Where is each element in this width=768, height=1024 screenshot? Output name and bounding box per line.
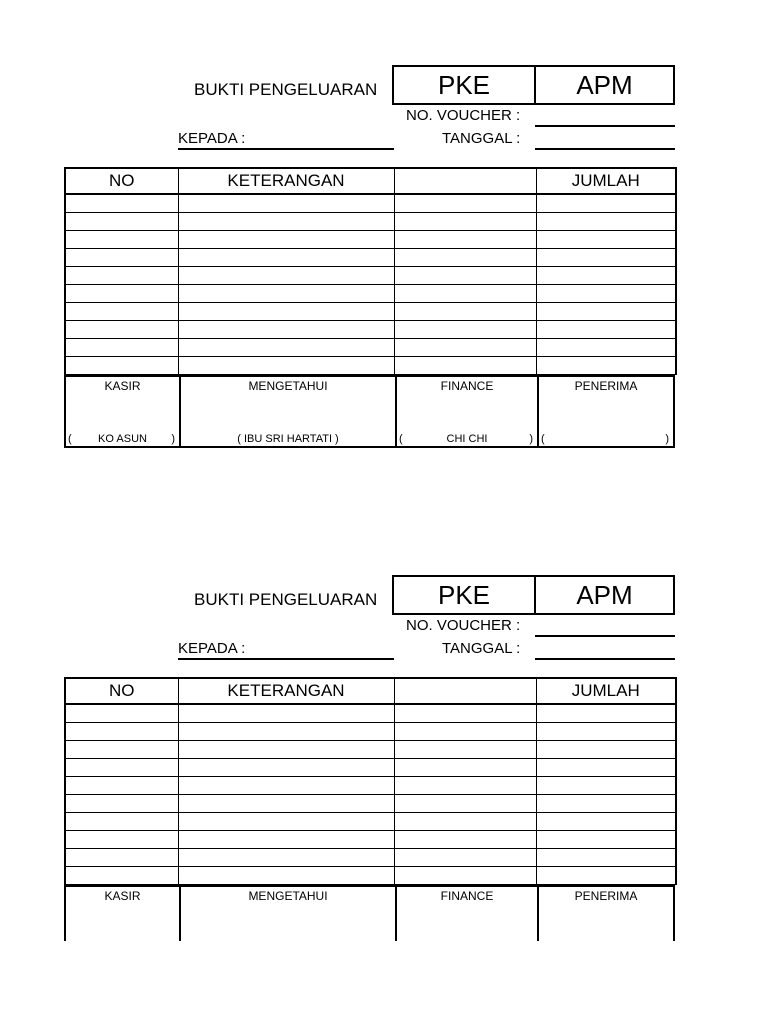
signature-title: FINANCE bbox=[440, 379, 494, 393]
cell[interactable] bbox=[394, 777, 536, 795]
cell[interactable] bbox=[178, 741, 394, 759]
cell[interactable] bbox=[178, 831, 394, 849]
code-box-apm: APM bbox=[534, 65, 675, 105]
table-row bbox=[65, 339, 676, 357]
cell[interactable] bbox=[65, 321, 178, 339]
signature-section bbox=[64, 375, 675, 448]
cell[interactable] bbox=[65, 249, 178, 267]
cell[interactable] bbox=[178, 231, 394, 249]
date-label: TANGGAL : bbox=[442, 640, 521, 657]
cell[interactable] bbox=[178, 285, 394, 303]
cell[interactable] bbox=[536, 303, 676, 321]
cell[interactable] bbox=[178, 303, 394, 321]
cell[interactable] bbox=[178, 213, 394, 231]
cell[interactable] bbox=[394, 194, 536, 213]
cell[interactable] bbox=[65, 741, 178, 759]
signature-penerima bbox=[537, 377, 673, 446]
cell[interactable] bbox=[178, 849, 394, 867]
cell[interactable] bbox=[394, 795, 536, 813]
signature-section bbox=[64, 885, 675, 941]
cell[interactable] bbox=[394, 249, 536, 267]
voucher-label: NO. VOUCHER : bbox=[406, 617, 521, 634]
signature-penerima bbox=[537, 887, 673, 941]
to-label: KEPADA : bbox=[178, 130, 246, 147]
open-paren: ( bbox=[541, 433, 545, 445]
table-row bbox=[65, 849, 676, 867]
table-row bbox=[65, 249, 676, 267]
to-field[interactable] bbox=[178, 658, 394, 660]
cell[interactable] bbox=[178, 704, 394, 723]
code-box-pke: PKE bbox=[392, 65, 536, 105]
cell[interactable] bbox=[178, 759, 394, 777]
cell[interactable] bbox=[394, 704, 536, 723]
cell[interactable] bbox=[536, 759, 676, 777]
table-row bbox=[65, 285, 676, 303]
table-row bbox=[65, 267, 676, 285]
table-row bbox=[65, 213, 676, 231]
signature-title: FINANCE bbox=[440, 889, 494, 903]
cell[interactable] bbox=[394, 267, 536, 285]
cell[interactable] bbox=[394, 213, 536, 231]
table-row bbox=[65, 194, 676, 213]
table-row bbox=[65, 741, 676, 759]
cell[interactable] bbox=[178, 867, 394, 885]
table-row bbox=[65, 704, 676, 723]
signature-title: MENGETAHUI bbox=[248, 889, 328, 903]
header-keterangan: KETERANGAN bbox=[178, 678, 394, 704]
date-field[interactable] bbox=[535, 658, 675, 660]
cell[interactable] bbox=[536, 741, 676, 759]
cell[interactable] bbox=[178, 813, 394, 831]
cell[interactable] bbox=[536, 357, 676, 375]
table-row bbox=[65, 321, 676, 339]
cell[interactable] bbox=[65, 759, 178, 777]
date-field[interactable] bbox=[535, 148, 675, 150]
close-paren: ) bbox=[665, 433, 669, 445]
cell[interactable] bbox=[178, 321, 394, 339]
cell[interactable] bbox=[536, 231, 676, 249]
cell[interactable] bbox=[394, 303, 536, 321]
cell[interactable] bbox=[394, 285, 536, 303]
signature-name: KO ASUN bbox=[98, 433, 147, 445]
signature-name: CHI CHI bbox=[446, 433, 488, 445]
table-row bbox=[65, 813, 676, 831]
cell[interactable] bbox=[65, 231, 178, 249]
table-row bbox=[65, 231, 676, 249]
cell[interactable] bbox=[536, 267, 676, 285]
cell[interactable] bbox=[65, 849, 178, 867]
cell[interactable] bbox=[178, 795, 394, 813]
cell[interactable] bbox=[536, 213, 676, 231]
cell[interactable] bbox=[394, 357, 536, 375]
cell[interactable] bbox=[178, 339, 394, 357]
header-no: NO bbox=[65, 678, 178, 704]
cell[interactable] bbox=[536, 339, 676, 357]
cell[interactable] bbox=[536, 249, 676, 267]
cell[interactable] bbox=[65, 813, 178, 831]
voucher-field[interactable] bbox=[535, 635, 675, 637]
cell[interactable] bbox=[394, 849, 536, 867]
cell[interactable] bbox=[178, 267, 394, 285]
close-paren: ) bbox=[529, 433, 533, 445]
signature-kasir bbox=[66, 887, 179, 941]
table-row bbox=[65, 303, 676, 321]
cell[interactable] bbox=[65, 777, 178, 795]
cell[interactable] bbox=[65, 723, 178, 741]
signature-mengetahui bbox=[179, 887, 395, 941]
header-jumlah: JUMLAH bbox=[536, 168, 676, 194]
cell[interactable] bbox=[394, 867, 536, 885]
cell[interactable] bbox=[65, 267, 178, 285]
cell[interactable] bbox=[65, 213, 178, 231]
header-keterangan: KETERANGAN bbox=[178, 168, 394, 194]
signature-kasir bbox=[66, 377, 179, 446]
cell[interactable] bbox=[394, 321, 536, 339]
close-paren: ) bbox=[171, 433, 175, 445]
cell[interactable] bbox=[394, 723, 536, 741]
cell[interactable] bbox=[394, 339, 536, 357]
cell[interactable] bbox=[65, 339, 178, 357]
signature-title: KASIR bbox=[104, 379, 141, 393]
cell[interactable] bbox=[178, 249, 394, 267]
expense-table bbox=[64, 677, 677, 885]
cell[interactable] bbox=[536, 704, 676, 723]
open-paren: ( bbox=[399, 433, 403, 445]
code-box-apm: APM bbox=[534, 575, 675, 615]
to-label: KEPADA : bbox=[178, 640, 246, 657]
voucher-field[interactable] bbox=[535, 125, 675, 127]
cell[interactable] bbox=[536, 867, 676, 885]
cell[interactable] bbox=[394, 759, 536, 777]
cell[interactable] bbox=[536, 321, 676, 339]
cell[interactable] bbox=[394, 831, 536, 849]
signature-finance bbox=[395, 377, 537, 446]
cell[interactable] bbox=[65, 194, 178, 213]
voucher-label: NO. VOUCHER : bbox=[406, 107, 521, 124]
cell[interactable] bbox=[536, 723, 676, 741]
cell[interactable] bbox=[65, 357, 178, 375]
table-row bbox=[65, 723, 676, 741]
table-row bbox=[65, 777, 676, 795]
table-row bbox=[65, 795, 676, 813]
cell[interactable] bbox=[536, 194, 676, 213]
to-field[interactable] bbox=[178, 148, 394, 150]
table-header bbox=[65, 678, 676, 704]
signature-name: ( IBU SRI HARTATI ) bbox=[237, 433, 339, 445]
open-paren: ( bbox=[68, 433, 72, 445]
cell[interactable] bbox=[394, 741, 536, 759]
cell[interactable] bbox=[178, 777, 394, 795]
cell[interactable] bbox=[394, 231, 536, 249]
signature-title: PENERIMA bbox=[574, 889, 638, 903]
signature-title: PENERIMA bbox=[574, 379, 638, 393]
cell[interactable] bbox=[178, 194, 394, 213]
cell[interactable] bbox=[65, 795, 178, 813]
table-row bbox=[65, 357, 676, 375]
form-title: BUKTI PENGELUARAN bbox=[194, 80, 378, 99]
code-box-pke: PKE bbox=[392, 575, 536, 615]
table-header bbox=[65, 168, 676, 194]
cell[interactable] bbox=[536, 831, 676, 849]
header-blank bbox=[394, 168, 536, 194]
signature-title: MENGETAHUI bbox=[248, 379, 328, 393]
date-label: TANGGAL : bbox=[442, 130, 521, 147]
header-blank bbox=[394, 678, 536, 704]
cell[interactable] bbox=[65, 285, 178, 303]
cell[interactable] bbox=[65, 831, 178, 849]
signature-mengetahui bbox=[179, 377, 395, 446]
cell[interactable] bbox=[394, 813, 536, 831]
cell[interactable] bbox=[536, 813, 676, 831]
signature-title: KASIR bbox=[104, 889, 141, 903]
header-jumlah: JUMLAH bbox=[536, 678, 676, 704]
cell[interactable] bbox=[536, 795, 676, 813]
cell[interactable] bbox=[65, 867, 178, 885]
cell[interactable] bbox=[178, 357, 394, 375]
cell[interactable] bbox=[536, 849, 676, 867]
table-row bbox=[65, 759, 676, 777]
cell[interactable] bbox=[536, 777, 676, 795]
signature-finance bbox=[395, 887, 537, 941]
cell[interactable] bbox=[536, 285, 676, 303]
header-no: NO bbox=[65, 168, 178, 194]
expense-table bbox=[64, 167, 677, 375]
cell[interactable] bbox=[65, 704, 178, 723]
cell[interactable] bbox=[178, 723, 394, 741]
cell[interactable] bbox=[65, 303, 178, 321]
table-row bbox=[65, 831, 676, 849]
form-title: BUKTI PENGELUARAN bbox=[194, 590, 378, 609]
table-row bbox=[65, 867, 676, 885]
